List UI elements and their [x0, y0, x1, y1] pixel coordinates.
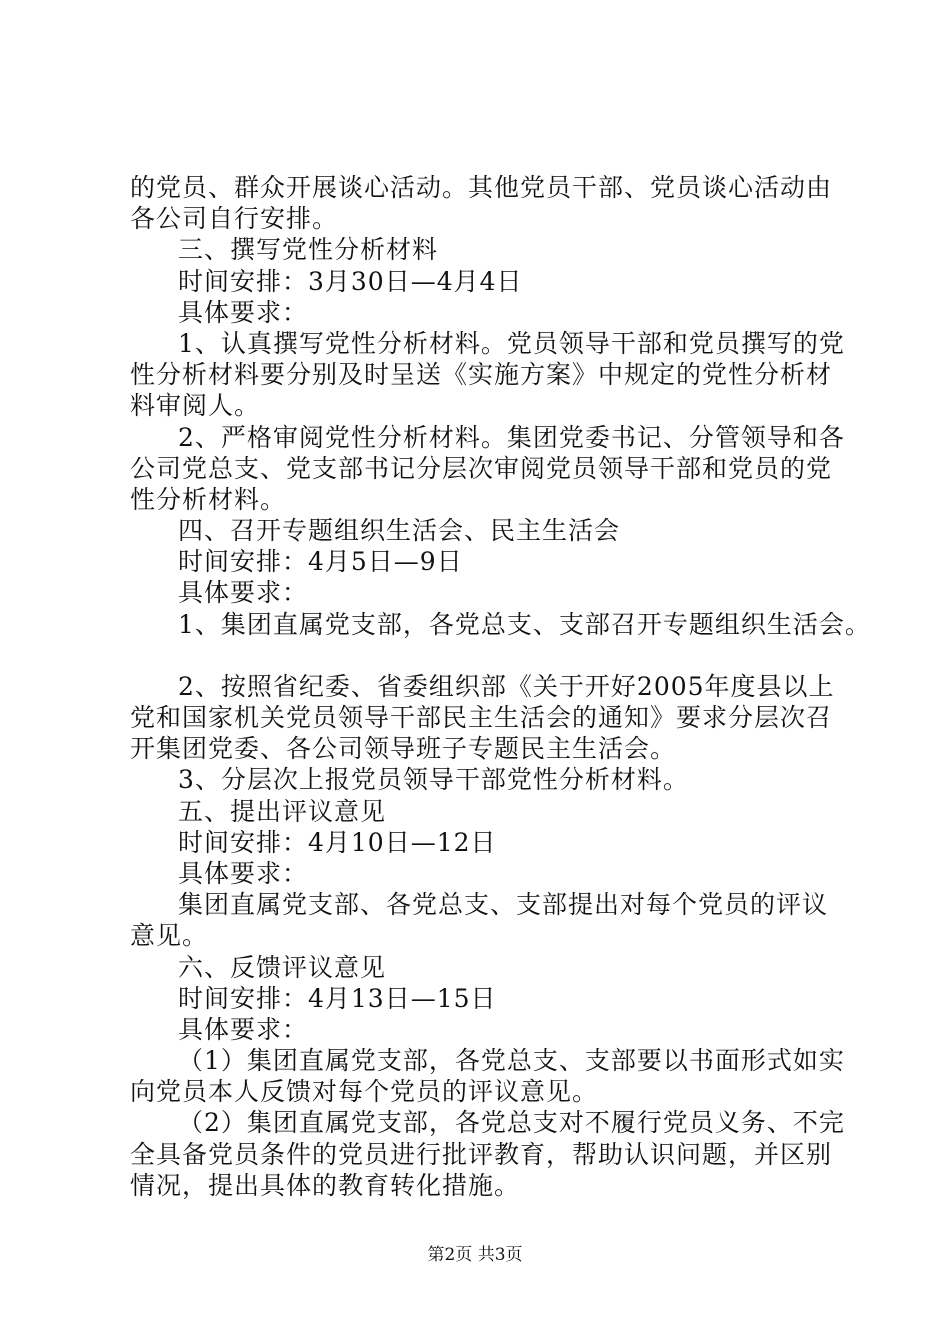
section-heading: 三、撰写党性分析材料: [178, 235, 439, 265]
text-line: 公司党总支、党支部书记分层次审阅党员领导干部和党员的党: [130, 453, 833, 483]
text-line: 1、集团直属党支部，各党总支、支部召开专题组织生活会。: [178, 609, 871, 639]
text-line: 2、严格审阅党性分析材料。集团党委书记、分管领导和各: [178, 422, 845, 452]
text-line: 开集团党委、各公司领导班子专题民主生活会。: [130, 734, 677, 764]
text-line: 性分析材料。: [130, 484, 287, 514]
text-line: （2）集团直属党支部，各党总支对不履行党员义务、不完: [178, 1108, 845, 1138]
section-heading: 四、召开专题组织生活会、民主生活会: [178, 516, 621, 546]
requirements-label: 具体要求：: [178, 1014, 309, 1044]
text-line: 3、分层次上报党员领导干部党性分析材料。: [178, 765, 689, 795]
text-line: 各公司自行安排。: [130, 204, 339, 234]
text-line: 料审阅人。: [130, 391, 261, 421]
text-line: 全具备党员条件的党员进行批评教育，帮助认识问题，并区别: [130, 1139, 833, 1169]
text-line: 党和国家机关党员领导干部民主生活会的通知》要求分层次召: [130, 703, 833, 732]
schedule-line: 时间安排：4月13日—15日: [178, 983, 497, 1013]
schedule-line: 时间安排：4月5日—9日: [178, 547, 463, 577]
text-line: 性分析材料要分别及时呈送《实施方案》中规定的党性分析材: [130, 360, 833, 390]
schedule-line: 时间安排：3月30日—4月4日: [178, 266, 523, 296]
text-line: 情况，提出具体的教育转化措施。: [130, 1170, 521, 1200]
requirements-label: 具体要求：: [178, 858, 309, 888]
paragraph-gap: [130, 640, 850, 671]
text-line: 意见。: [130, 921, 209, 951]
text-line: 的党员、群众开展谈心活动。其他党员干部、党员谈心活动由: [130, 173, 833, 202]
document-body: [130, 172, 871, 1201]
text-line: 2、按照省纪委、省委组织部《关于开好2005年度县以上: [178, 671, 835, 701]
requirements-label: 具体要求：: [178, 578, 309, 608]
section-heading: 五、提出评议意见: [178, 796, 387, 826]
text-line: （1）集团直属党支部，各党总支、支部要以书面形式如实: [178, 1046, 845, 1076]
section-heading: 六、反馈评议意见: [178, 952, 387, 982]
text-line: 向党员本人反馈对每个党员的评议意见。: [130, 1077, 599, 1107]
requirements-label: 具体要求：: [178, 297, 309, 327]
text-line: 1、认真撰写党性分析材料。党员领导干部和党员撰写的党: [178, 328, 845, 358]
page-number: 第2页 共3页: [427, 1245, 523, 1265]
text-line: 集团直属党支部、各党总支、支部提出对每个党员的评议: [178, 890, 829, 920]
schedule-line: 时间安排：4月10日—12日: [178, 827, 497, 857]
